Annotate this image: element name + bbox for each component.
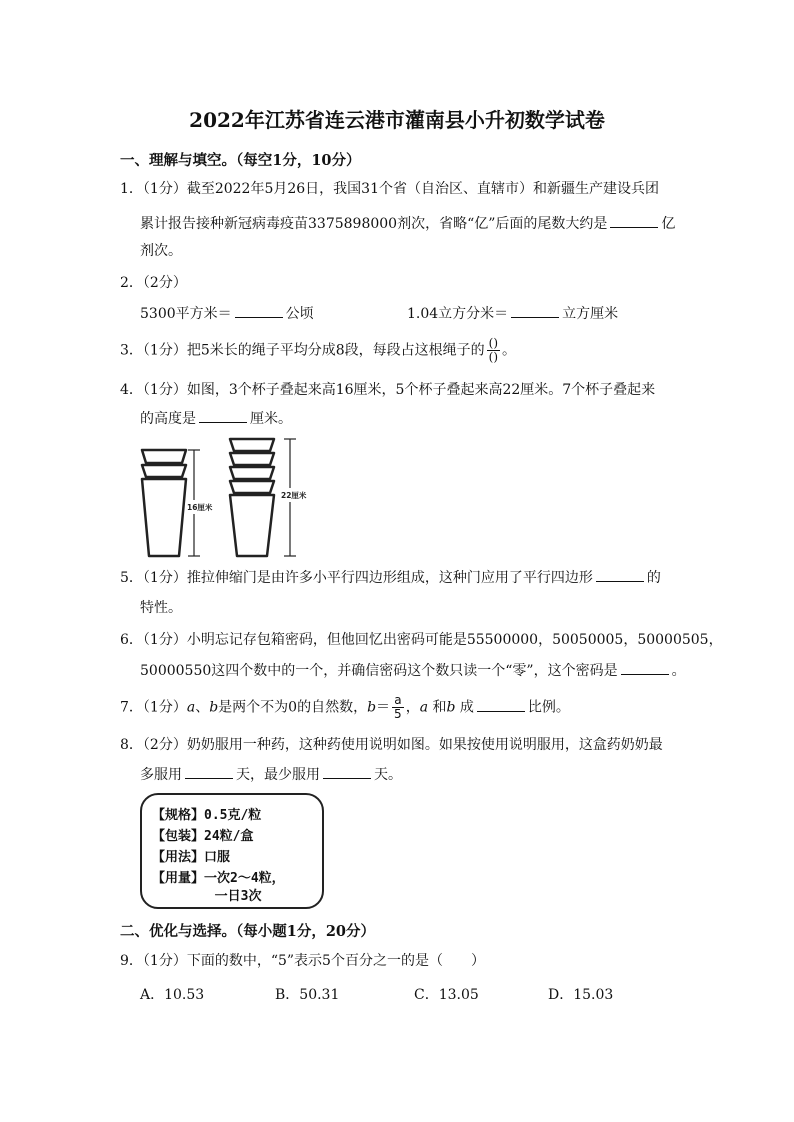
- question-7-cheng: 成: [459, 699, 474, 716]
- question-5-tail: 的: [646, 570, 661, 586]
- question-2a: [140, 303, 314, 323]
- question-4-line1: 4．（1分）如图，3个杯子叠起来高16厘米，5个杯子叠起来高22厘米。7个杯子叠起来: [120, 382, 656, 398]
- question-8-line2: [140, 764, 402, 784]
- fraction-numerator: a: [392, 694, 404, 708]
- question-4-line2: [140, 408, 292, 428]
- question-2b-unit: 立方厘米: [562, 306, 619, 322]
- question-4-text: 的高度是: [140, 411, 196, 427]
- spec-line: 【规格】0.5克/粒: [152, 808, 262, 823]
- var-b: b: [446, 699, 456, 716]
- frequency-line: 一日3次: [152, 889, 262, 904]
- answer-blank[interactable]: [511, 304, 559, 318]
- fraction-denominator: (): [488, 350, 499, 364]
- question-7-sep: 、: [195, 699, 210, 716]
- question-5-text: 5．（1分）推拉伸缩门是由许多小平行四边形组成，这种门应用了平行四边形: [120, 570, 593, 586]
- label-16cm: 16厘米: [187, 503, 213, 512]
- answer-blank[interactable]: [235, 304, 283, 318]
- fraction-denominator: 5: [394, 707, 402, 721]
- question-6-text: 50000550这四个数中的一个，并确信密码这个数只读一个“零”，这个密码是: [140, 663, 618, 679]
- label-22cm: 22厘米: [281, 491, 307, 500]
- option-c[interactable]: C．13.05: [414, 987, 479, 1003]
- question-1-line1: 1．（1分）截至2022年5月26日，我国31个省（自治区、直辖市）和新疆生产建设兵团: [120, 181, 659, 197]
- option-b[interactable]: B．50.31: [275, 987, 340, 1003]
- fraction-numerator: (): [488, 336, 499, 350]
- comma: ，: [405, 699, 420, 716]
- question-7: [120, 694, 570, 721]
- question-2a-text: 5300平方米＝: [140, 306, 232, 322]
- question-8-mid: 天，最少服用: [236, 767, 320, 783]
- question-1-unit: 亿: [661, 216, 676, 232]
- question-7-end: 比例。: [527, 699, 570, 716]
- question-6-end: 。: [671, 663, 686, 679]
- question-8-line1: 8．（2分）奶奶服用一种药，这种药使用说明如图。如果按使用说明服用，这盒药奶奶最: [120, 737, 663, 753]
- question-1-line3: 剂次。: [140, 243, 182, 259]
- question-2a-unit: 公顷: [285, 306, 314, 322]
- answer-blank[interactable]: [477, 698, 525, 712]
- question-7-text: 是两个不为0的自然数，: [218, 699, 368, 716]
- question-2b: [407, 303, 618, 323]
- fraction-a-over-5: [392, 694, 404, 721]
- stacked-cups-figure: [138, 436, 318, 561]
- question-8-end: 天。: [374, 767, 402, 783]
- var-b: b: [367, 699, 377, 716]
- section-2-heading: 二、优化与选择。（每小题1分，20分）: [120, 923, 376, 940]
- answer-blank[interactable]: [199, 409, 247, 423]
- question-6-line2: [140, 660, 686, 680]
- answer-blank[interactable]: [621, 661, 669, 675]
- section-1-heading: 一、理解与填空。（每空1分，10分）: [120, 152, 361, 169]
- answer-blank[interactable]: [323, 765, 371, 779]
- dosage-line: 【用量】一次2～4粒，: [152, 871, 285, 886]
- usage-line: 【用法】口服: [152, 850, 231, 865]
- question-8-text: 多服用: [140, 767, 182, 783]
- question-1-text: 累计报告接种新冠病毒疫苗3375898000剂次，省略“亿”后面的尾数大约是: [140, 216, 608, 232]
- question-4-unit: 厘米。: [250, 411, 292, 427]
- question-5-line1: [120, 567, 661, 587]
- question-1-line2: [140, 213, 675, 233]
- question-9: 9．（1分）下面的数中，“5”表示5个百分之一的是（ ）: [120, 953, 485, 969]
- question-3-end: 。: [502, 342, 517, 359]
- question-7-prefix: 7．（1分）: [120, 699, 187, 716]
- question-3: [120, 337, 516, 364]
- medicine-instructions-box: [140, 793, 324, 909]
- page-title: 2022年江苏省连云港市灌南县小升初数学试卷: [189, 108, 605, 132]
- var-a: a: [186, 699, 196, 716]
- question-6-line1: 6．（1分）小明忘记存包箱密码，但他回忆出密码可能是55500000，50050005，50000505，: [120, 632, 723, 648]
- option-d[interactable]: D．15.03: [548, 987, 614, 1003]
- answer-blank[interactable]: [185, 765, 233, 779]
- equals-sign: ＝: [376, 699, 391, 716]
- var-a: a: [419, 699, 429, 716]
- question-5-line2: 特性。: [140, 600, 182, 616]
- question-2-head: 2．（2分）: [120, 275, 187, 291]
- package-line: 【包装】24粒/盒: [152, 829, 254, 844]
- answer-blank[interactable]: [610, 214, 658, 228]
- question-3-text: 3．（1分）把5米长的绳子平均分成8段，每段占这根绳子的: [120, 342, 485, 359]
- and-text: 和: [432, 699, 447, 716]
- option-a[interactable]: A．10.53: [140, 987, 205, 1003]
- answer-blank[interactable]: [596, 568, 644, 582]
- question-2b-text: 1.04立方分米＝: [407, 306, 509, 322]
- var-b: b: [209, 699, 219, 716]
- fraction-blank[interactable]: [487, 337, 500, 364]
